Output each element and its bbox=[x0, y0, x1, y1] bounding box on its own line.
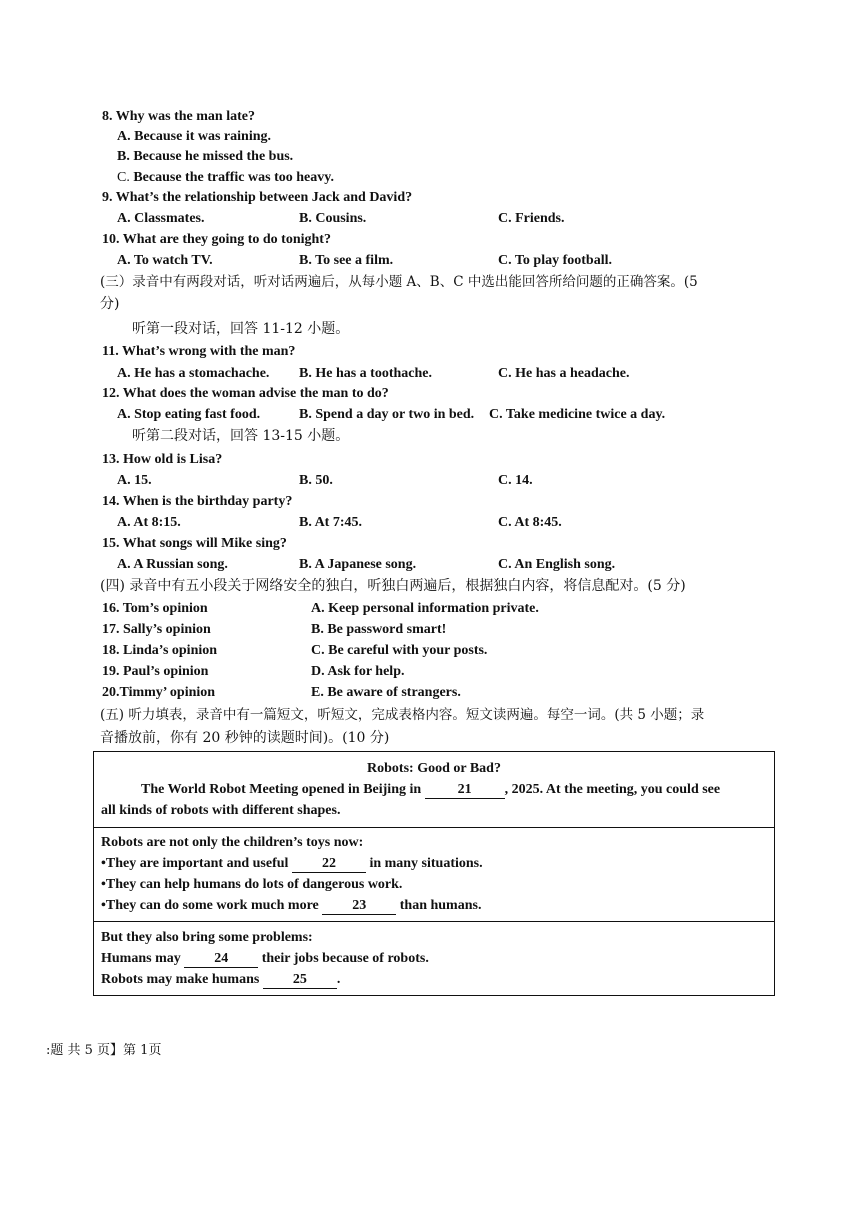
q14-option-c: C. At 8:45. bbox=[498, 515, 562, 530]
table-row2-bullet1 bbox=[101, 855, 483, 873]
q15-option-b: B. A Japanese song. bbox=[299, 557, 417, 572]
table-row1-line2: all kinds of robots with different shapes. bbox=[101, 803, 341, 818]
page-footer: :题 共 5 页】第 1页 bbox=[46, 1043, 162, 1058]
q11-option-c: C. He has a headache. bbox=[498, 366, 630, 381]
blank-22[interactable]: 22 bbox=[292, 856, 366, 873]
q10-option-b: B. To see a film. bbox=[299, 253, 394, 268]
table-row2-bullet3 bbox=[101, 897, 481, 915]
match-right-a: A. Keep personal information private. bbox=[311, 601, 539, 616]
row3-line1-text-b: their jobs because of robots. bbox=[258, 951, 429, 966]
row3-line1-text-a: Humans may bbox=[101, 951, 185, 966]
table-title: Robots: Good or Bad? bbox=[367, 761, 501, 776]
section-3-instruction-cont: 分) bbox=[100, 296, 120, 312]
q10-option-a: A. To watch TV. bbox=[117, 253, 213, 268]
blank-25[interactable]: 25 bbox=[263, 972, 337, 989]
bullet3-text-b: than humans. bbox=[396, 898, 482, 913]
match-left-20: 20.Timmy’ opinion bbox=[102, 685, 216, 700]
match-right-c: C. Be careful with your posts. bbox=[311, 643, 488, 658]
table-row3-heading: But they also bring some problems: bbox=[101, 930, 313, 945]
q10-stem: 10. What are they going to do tonight? bbox=[102, 232, 331, 247]
table-row2-bullet2: •They can help humans do lots of dangerous work. bbox=[101, 877, 403, 892]
table-row2-heading: Robots are not only the children’s toys now: bbox=[101, 835, 364, 850]
section-4-instruction: (四) 录音中有五小段关于网络安全的独白，听独白两遍后，根据独白内容，将信息配对。(5 分) bbox=[100, 578, 686, 594]
match-left-18: 18. Linda’s opinion bbox=[102, 643, 218, 658]
table-row1-line1 bbox=[141, 781, 720, 799]
q12-option-a: A. Stop eating fast food. bbox=[117, 407, 261, 422]
match-left-19: 19. Paul’s opinion bbox=[102, 664, 209, 679]
fill-in-table bbox=[93, 751, 775, 996]
section-5-instruction: (五) 听力填表，录音中有一篇短文，听短文，完成表格内容。短文读两遍。每空一词。(共 5 小题；录 bbox=[100, 707, 705, 723]
q8-option-c-text: Because the traffic was too heavy. bbox=[129, 170, 334, 185]
q14-stem: 14. When is the birthday party? bbox=[102, 494, 293, 509]
q11-option-a: A. He has a stomachache. bbox=[117, 366, 270, 381]
row1-text-b: , 2025. At the meeting, you could see bbox=[504, 782, 721, 797]
q12-option-c: C. Take medicine twice a day. bbox=[489, 407, 666, 422]
section-3-instruction: (三）录音中有两段对话，听对话两遍后，从每小题 A、B、C 中选出能回答所给问题的正确答案。(5 bbox=[100, 274, 698, 290]
q13-option-a: A. 15. bbox=[117, 473, 152, 488]
table-divider-2 bbox=[94, 921, 774, 922]
q9-option-b: B. Cousins. bbox=[299, 211, 367, 226]
q8-option-c-mark: C. bbox=[117, 170, 130, 185]
q9-option-a: A. Classmates. bbox=[117, 211, 205, 226]
section-3-intro-2: 听第二段对话，回答 13-15 小题。 bbox=[132, 428, 350, 444]
q12-stem: 12. What does the woman advise the man to do? bbox=[102, 386, 389, 401]
q8-option-c bbox=[117, 169, 334, 187]
match-right-d: D. Ask for help. bbox=[311, 664, 405, 679]
q13-stem: 13. How old is Lisa? bbox=[102, 452, 223, 467]
table-row3-line2 bbox=[101, 971, 340, 989]
q15-option-a: A. A Russian song. bbox=[117, 557, 228, 572]
q14-option-a: A. At 8:15. bbox=[117, 515, 181, 530]
row3-line2-text-b: . bbox=[336, 972, 341, 987]
match-left-16: 16. Tom’s opinion bbox=[102, 601, 208, 616]
q11-stem: 11. What’s wrong with the man? bbox=[102, 344, 296, 359]
match-right-b: B. Be password smart! bbox=[311, 622, 447, 637]
table-row3-line1 bbox=[101, 950, 429, 968]
q8-option-a: A. Because it was raining. bbox=[117, 129, 271, 144]
blank-24[interactable]: 24 bbox=[184, 951, 258, 968]
q13-option-b: B. 50. bbox=[299, 473, 333, 488]
q15-option-c: C. An English song. bbox=[498, 557, 616, 572]
row3-line2-text-a: Robots may make humans bbox=[101, 972, 263, 987]
q14-option-b: B. At 7:45. bbox=[299, 515, 362, 530]
q10-option-c: C. To play football. bbox=[498, 253, 612, 268]
row1-text-a: The World Robot Meeting opened in Beijing in bbox=[141, 782, 425, 797]
bullet1-text-b: in many situations. bbox=[365, 856, 483, 871]
bullet3-text-a: •They can do some work much more bbox=[101, 898, 323, 913]
bullet1-text-a: •They are important and useful bbox=[101, 856, 292, 871]
q9-option-c: C. Friends. bbox=[498, 211, 565, 226]
match-left-17: 17. Sally’s opinion bbox=[102, 622, 211, 637]
q11-option-b: B. He has a toothache. bbox=[299, 366, 432, 381]
table-divider-1 bbox=[94, 827, 774, 828]
section-5-instruction-cont: 音播放前，你有 20 秒钟的读题时间)。(10 分) bbox=[100, 730, 390, 746]
q13-option-c: C. 14. bbox=[498, 473, 533, 488]
q8-stem: 8. Why was the man late? bbox=[102, 109, 255, 124]
q15-stem: 15. What songs will Mike sing? bbox=[102, 536, 287, 551]
blank-21[interactable]: 21 bbox=[425, 782, 505, 799]
q8-option-b: B. Because he missed the bus. bbox=[117, 149, 294, 164]
q12-option-b: B. Spend a day or two in bed. bbox=[299, 407, 475, 422]
q9-stem: 9. What’s the relationship between Jack and David? bbox=[102, 190, 413, 205]
match-right-e: E. Be aware of strangers. bbox=[311, 685, 461, 700]
section-3-intro-1: 听第一段对话，回答 11-12 小题。 bbox=[132, 321, 350, 337]
blank-23[interactable]: 23 bbox=[322, 898, 396, 915]
